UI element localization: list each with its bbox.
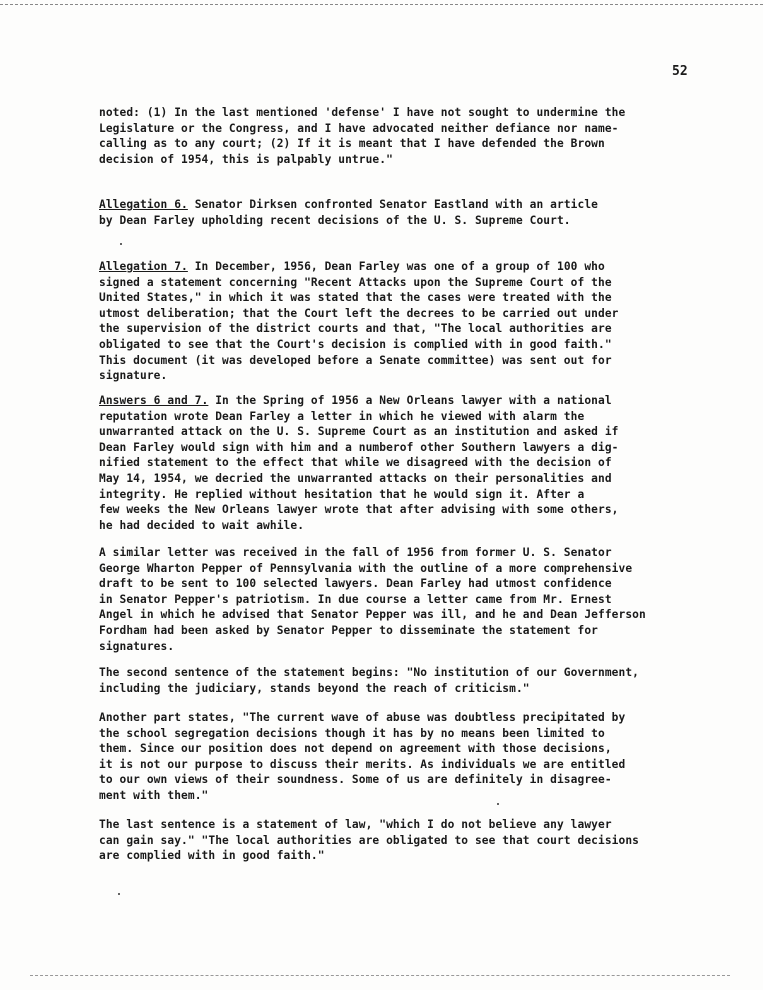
answers-heading: Answers 6 and 7. (99, 394, 209, 407)
bottom-scan-edge (30, 975, 730, 976)
page-number: 52 (672, 64, 688, 79)
top-scan-edge (0, 4, 763, 5)
paragraph-answers-6-7 (99, 393, 709, 533)
paragraph-noted: noted: (1) In the last mentioned 'defense' I have not sought to undermine the Legislature or the Congress, and I have advocated neither defiance nor name- calling as to any court; (2) If it is meant that I have defended the Brown decision of 1954, this is palpably untrue." (99, 106, 626, 166)
paragraph-allegation-6 (99, 197, 709, 228)
scan-speck (118, 893, 120, 895)
paragraph-second-sentence: The second sentence of the statement begins: "No institution of our Government, including the judiciary, stands beyond the reach of criticism." (99, 666, 639, 695)
scan-speck (120, 243, 122, 245)
allegation-6-heading: Allegation 6. (99, 198, 188, 211)
paragraph-allegation-7 (99, 259, 709, 384)
allegation-6-text: Senator Dirksen confronted Senator Eastland with an article by Dean Farley upholding recent decisions of the U. S. Supreme Court. (99, 198, 599, 227)
allegation-7-text: In December, 1956, Dean Farley was one of a group of 100 who signed a statement concerning "Recent Attacks upon the Supreme Court of the United States," in which it was stated that the cases were treated with the utmost deliberation; that the Court left the decrees to be carried out under the supervision of the district courts and that, "The local authorities are obligated to see that the Court's decision is complied with in good faith." This document (it was developed before a Senate committee) was sent out for signature. (99, 260, 619, 383)
allegation-7-heading: Allegation 7. (99, 260, 188, 273)
paragraph-another-part: Another part states, "The current wave of abuse was doubtless precipitated by the school segregation decisions though it has by no means been limited to them. Since our position does not depend on agreement with those decisions, it is not our purpose to discuss their merits. As individuals we are entitled to our own views of their soundness. Some of us are definitely in disagree- ment with them." (99, 711, 626, 802)
paragraph-similar-letter: A similar letter was received in the fall of 1956 from former U. S. Senator George Wharton Pepper of Pennsylvania with the outline of a more comprehensive draft to be sent to 100 selected lawyers. Dean Farley had utmost confidence in Senator Pepper's patriotism. In due course a letter came from Mr. Ernest Angel in which he advised that Senator Pepper was ill, and he and Dean Jefferson Fordham had been asked by Senator Pepper to disseminate the statement for signatures. (99, 546, 646, 653)
answers-text: In the Spring of 1956 a New Orleans lawyer with a national reputation wrote Dean Farley a letter in which he viewed with alarm the unwarranted attack on the U. S. Supreme Court as an institution and asked if Dean Farley would sign with him and a numberof other Southern lawyers a dig- nified statement to the effect that while we disagreed with the decision of May 14, 1954, we decried the unwarranted attacks on their personalities and integrity. He replied without hesitation that he would sign it. After a few weeks the New Orleans lawyer wrote that after advising with some others, he had decided to wait awhile. (99, 394, 619, 532)
paragraph-last-sentence: The last sentence is a statement of law, "which I do not believe any lawyer can gain say." "The local authorities are obligated to see that court decisions are complied with in good faith." (99, 818, 639, 863)
scan-speck (497, 803, 499, 805)
